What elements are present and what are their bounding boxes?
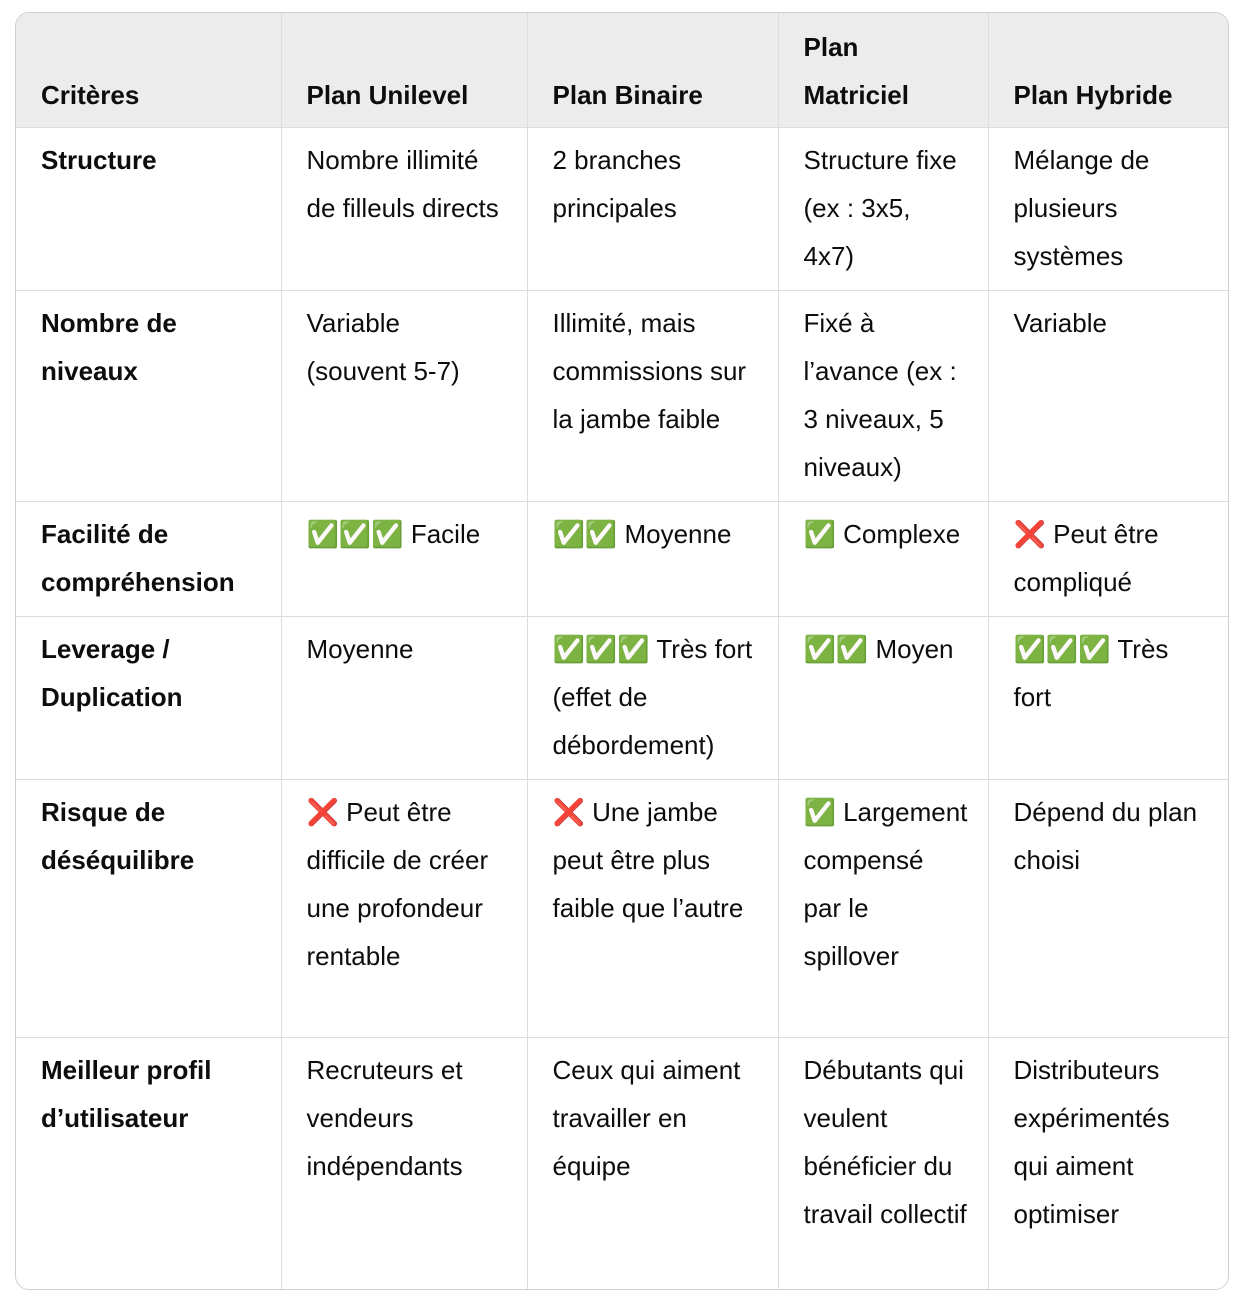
table-cell: ✅✅✅ Très fort <box>988 616 1228 779</box>
table-cell: Mélange de plusieurs systèmes <box>988 127 1228 290</box>
row-criterion: Meilleur profil d’utilisateur <box>16 1037 281 1290</box>
table-cell: Distributeurs expérimentés qui aiment optimiser <box>1013 1054 1170 1229</box>
row-criterion: Leverage / Duplication <box>16 616 281 779</box>
table-cell: Illimité, mais commissions sur la jambe faible <box>527 290 778 501</box>
table-cell: ✅✅✅ Facile <box>281 501 527 616</box>
comparison-table-container <box>15 12 1229 1290</box>
table-cell: Moyenne <box>281 616 527 779</box>
row-criterion: Nombre de niveaux <box>16 290 281 501</box>
table-cell: Dépend du plan choisi <box>988 779 1228 1037</box>
table-row-leverage <box>16 616 1228 779</box>
table-cell: ❌ Une jambe peut être plus faible que l’autre <box>527 779 778 1037</box>
table-cell: ✅ Complexe <box>778 501 988 616</box>
table-cell: Variable (souvent 5-7) <box>281 290 527 501</box>
table-cell: ✅✅ Moyenne <box>527 501 778 616</box>
comparison-table <box>16 13 1228 1290</box>
table-cell: 2 branches principales <box>527 127 778 290</box>
table-cell: ✅✅✅ Très fort (effet de débordement) <box>527 616 778 779</box>
table-row-facilite <box>16 501 1228 616</box>
table-cell: ❌ Peut être difficile de créer une profondeur rentable <box>281 779 527 1037</box>
row-criterion: Risque de déséquilibre <box>16 779 281 1037</box>
row-criterion: Facilité de compréhension <box>16 501 281 616</box>
table-cell: ✅ Largement compensé par le spillover <box>778 779 988 1037</box>
column-header-hybride: Plan Hybride <box>988 13 1228 127</box>
table-cell: Structure fixe (ex : 3x5, 4x7) <box>778 127 988 290</box>
column-header-criteres: Critères <box>16 13 281 127</box>
table-cell: Recruteurs et vendeurs indépendants <box>281 1037 527 1290</box>
column-header-binaire: Plan Binaire <box>527 13 778 127</box>
table-cell: Fixé à l’avance (ex : 3 niveaux, 5 niveaux) <box>778 290 988 501</box>
table-cell: ✅✅ Moyen <box>778 616 988 779</box>
table-row-structure <box>16 127 1228 290</box>
table-header-row <box>16 13 1228 127</box>
table-cell: ❌ Peut être compliqué <box>988 501 1228 616</box>
table-row-risque <box>16 779 1228 1037</box>
column-header-unilevel: Plan Unilevel <box>281 13 527 127</box>
table-cell: Ceux qui aiment travailler en équipe <box>527 1037 778 1290</box>
table-cell: Débutants qui veulent bénéficier du travail collectif <box>778 1037 988 1290</box>
table-row-profil <box>16 1037 1228 1290</box>
table-cell: Variable <box>988 290 1228 501</box>
table-row-nombre-de-niveaux <box>16 290 1228 501</box>
table-cell: Nombre illimité de filleuls directs <box>281 127 527 290</box>
column-header-matriciel: Plan Matriciel <box>778 13 988 127</box>
row-criterion: Structure <box>16 127 281 290</box>
